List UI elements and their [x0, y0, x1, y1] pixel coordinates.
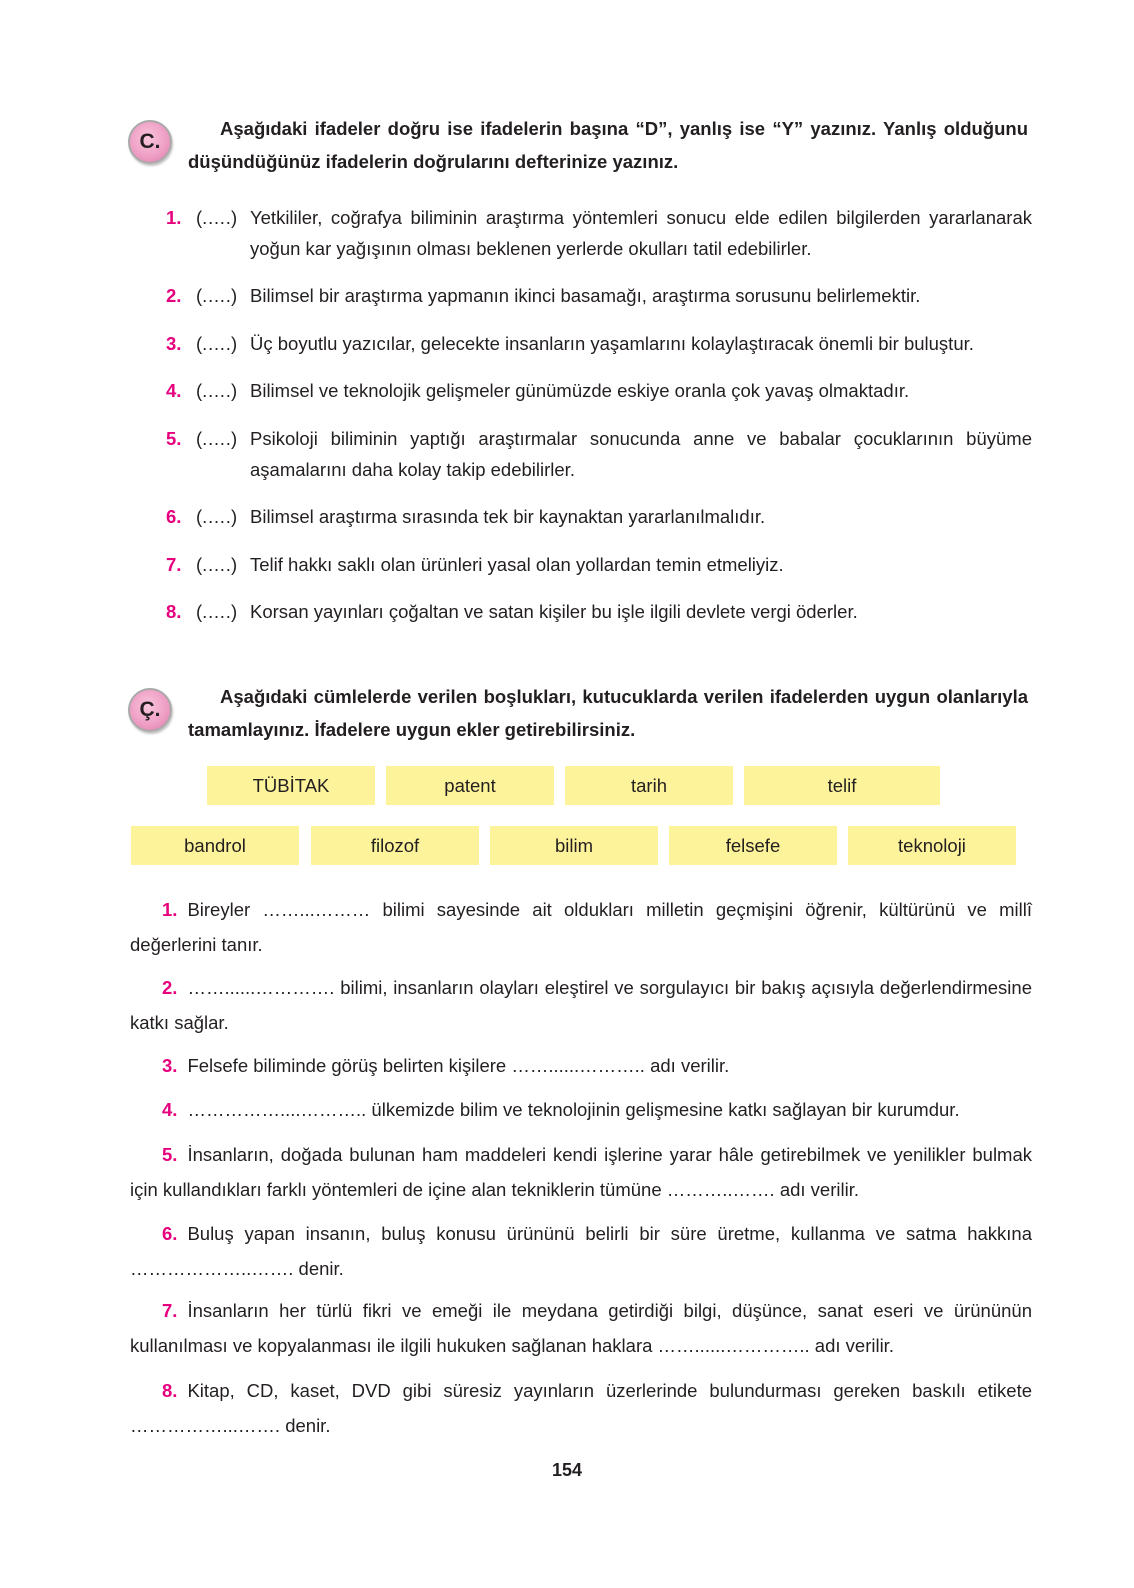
- cc-item-number: 4.: [162, 1099, 178, 1120]
- word-box-tubitak: TÜBİTAK: [207, 766, 375, 805]
- c-item-8: [166, 596, 1032, 627]
- c-item-4: [166, 375, 1032, 406]
- section-c-instruction: Aşağıdaki ifadeler doğru ise ifadelerin başına “D”, yanlış ise “Y” yazınız. Yanlış olduğunu düşündüğünüz ifadelerin doğrularını defterinize yazınız.: [188, 118, 1028, 172]
- cc-item-number: 1.: [162, 899, 178, 920]
- page-number: 154: [551, 1460, 583, 1480]
- word-box-telif: telif: [744, 766, 940, 805]
- cc-item-4: [130, 1092, 1032, 1127]
- cc-item-2: [130, 970, 1032, 1040]
- word-box-bandrol: bandrol: [131, 826, 299, 865]
- section-cc-badge: [128, 688, 172, 732]
- c-item-number: 4.: [166, 380, 182, 401]
- c-item-blank: (.….): [196, 428, 238, 449]
- cc-item-text: ……......…………. bilimi, insanların olayları eleştirel ve sorgulayıcı bir bakış açısıyla değerlendirmesine katkı sağlar.: [130, 977, 1032, 1033]
- cc-item-number: 8.: [162, 1380, 178, 1401]
- cc-item-text: Felsefe biliminde görüş belirten kişilere ……......……….. adı verilir.: [187, 1055, 730, 1076]
- cc-item-number: 3.: [162, 1055, 178, 1076]
- c-item-blank: (.….): [196, 207, 238, 228]
- c-item-2: [166, 280, 1032, 311]
- c-item-blank: (.….): [196, 333, 238, 354]
- cc-item-1: [130, 892, 1032, 962]
- word-box-felsefe: felsefe: [669, 826, 837, 865]
- cc-item-text: Kitap, CD, kaset, DVD gibi süresiz yayınların üzerlerinde bulundurması gereken baskılı etikete ……………...……. denir.: [130, 1380, 1032, 1436]
- c-item-text: Üç boyutlu yazıcılar, gelecekte insanların yaşamlarını kolaylaştıracak önemli bir buluştur.: [250, 333, 974, 354]
- cc-item-7: [130, 1293, 1032, 1363]
- word-box-filozof: filozof: [311, 826, 479, 865]
- c-item-number: 2.: [166, 285, 182, 306]
- c-item-number: 8.: [166, 601, 182, 622]
- cc-item-text: Bireyler ……...……… bilimi sayesinde ait oldukları milletin geçmişini öğrenir, kültürünü ve millî değerlerini tanır.: [130, 899, 1032, 955]
- c-item-blank: (.….): [196, 285, 238, 306]
- c-item-6: [166, 501, 1032, 532]
- cc-item-text: Buluş yapan insanın, buluş konusu ürününü belirli bir süre üretme, kullanma ve satma hakkına ………………..……. denir.: [130, 1223, 1032, 1279]
- c-item-number: 3.: [166, 333, 182, 354]
- cc-item-number: 6.: [162, 1223, 178, 1244]
- cc-item-text: İnsanların, doğada bulunan ham maddeleri kendi işlerine yarar hâle getirebilmek ve yenilikler bulmak için kullandıkları farklı yöntemleri de içine alan tekniklerin tümüne ………..……. adı verilir.: [130, 1144, 1032, 1200]
- c-item-text: Telif hakkı saklı olan ürünleri yasal olan yollardan temin etmeliyiz.: [250, 554, 784, 575]
- c-item-blank: (.….): [196, 601, 238, 622]
- cc-item-5: [130, 1137, 1032, 1207]
- word-box-tarih: tarih: [565, 766, 733, 805]
- section-cc-instruction: Aşağıdaki cümlelerde verilen boşlukları, kutucuklarda verilen ifadelerden uygun olanlarıyla tamamlayınız. İfadelere uygun ekler getirebilirsiniz.: [188, 686, 1028, 740]
- section-c-badge-label: C.: [139, 130, 161, 153]
- cc-item-8: [130, 1373, 1032, 1443]
- c-item-number: 1.: [166, 207, 182, 228]
- cc-item-number: 5.: [162, 1144, 178, 1165]
- c-item-text: Korsan yayınları çoğaltan ve satan kişiler bu işle ilgili devlete vergi öderler.: [250, 601, 858, 622]
- c-item-5: [166, 423, 1032, 485]
- cc-item-6: [130, 1216, 1032, 1286]
- c-item-blank: (.….): [196, 554, 238, 575]
- word-box-patent: patent: [386, 766, 554, 805]
- c-item-text: Bilimsel ve teknolojik gelişmeler günümüzde eskiye oranla çok yavaş olmaktadır.: [250, 380, 910, 401]
- cc-item-number: 7.: [162, 1300, 178, 1321]
- c-item-text: Yetkililer, coğrafya biliminin araştırma yöntemleri sonucu elde edilen bilgilerden yararlanarak yoğun kar yağışının olması beklenen yerlerde okulları tatil edebilirler.: [250, 207, 1032, 259]
- c-item-3: [166, 328, 1032, 359]
- cc-item-text: İnsanların her türlü fikri ve emeği ile meydana getirdiği bilgi, düşünce, sanat eseri ve ürününün kullanılması ve kopyalanması ile ilgili hukuken sağlanan haklara ……......………….. adı verilir.: [130, 1300, 1032, 1356]
- c-item-text: Psikoloji biliminin yaptığı araştırmalar sonucunda anne ve babalar çocuklarının büyüme aşamalarını daha kolay takip edebilirler.: [250, 428, 1032, 480]
- word-box-teknoloji: teknoloji: [848, 826, 1016, 865]
- cc-item-number: 2.: [162, 977, 178, 998]
- word-box-bilim: bilim: [490, 826, 658, 865]
- c-item-blank: (.….): [196, 506, 238, 527]
- section-cc-badge-label: Ç.: [139, 698, 161, 721]
- c-item-number: 5.: [166, 428, 182, 449]
- c-item-text: Bilimsel araştırma sırasında tek bir kaynaktan yararlanılmalıdır.: [250, 506, 766, 527]
- cc-item-text: ……………....……….. ülkemizde bilim ve teknolojinin gelişmesine katkı sağlayan bir kurumdur.: [187, 1099, 960, 1120]
- c-item-1: [166, 202, 1032, 264]
- c-item-number: 6.: [166, 506, 182, 527]
- c-item-text: Bilimsel bir araştırma yapmanın ikinci basamağı, araştırma sorusunu belirlemektir.: [250, 285, 921, 306]
- section-c-badge: [128, 120, 172, 164]
- c-item-blank: (.….): [196, 380, 238, 401]
- c-item-number: 7.: [166, 554, 182, 575]
- cc-item-3: [130, 1048, 1032, 1083]
- c-item-7: [166, 549, 1032, 580]
